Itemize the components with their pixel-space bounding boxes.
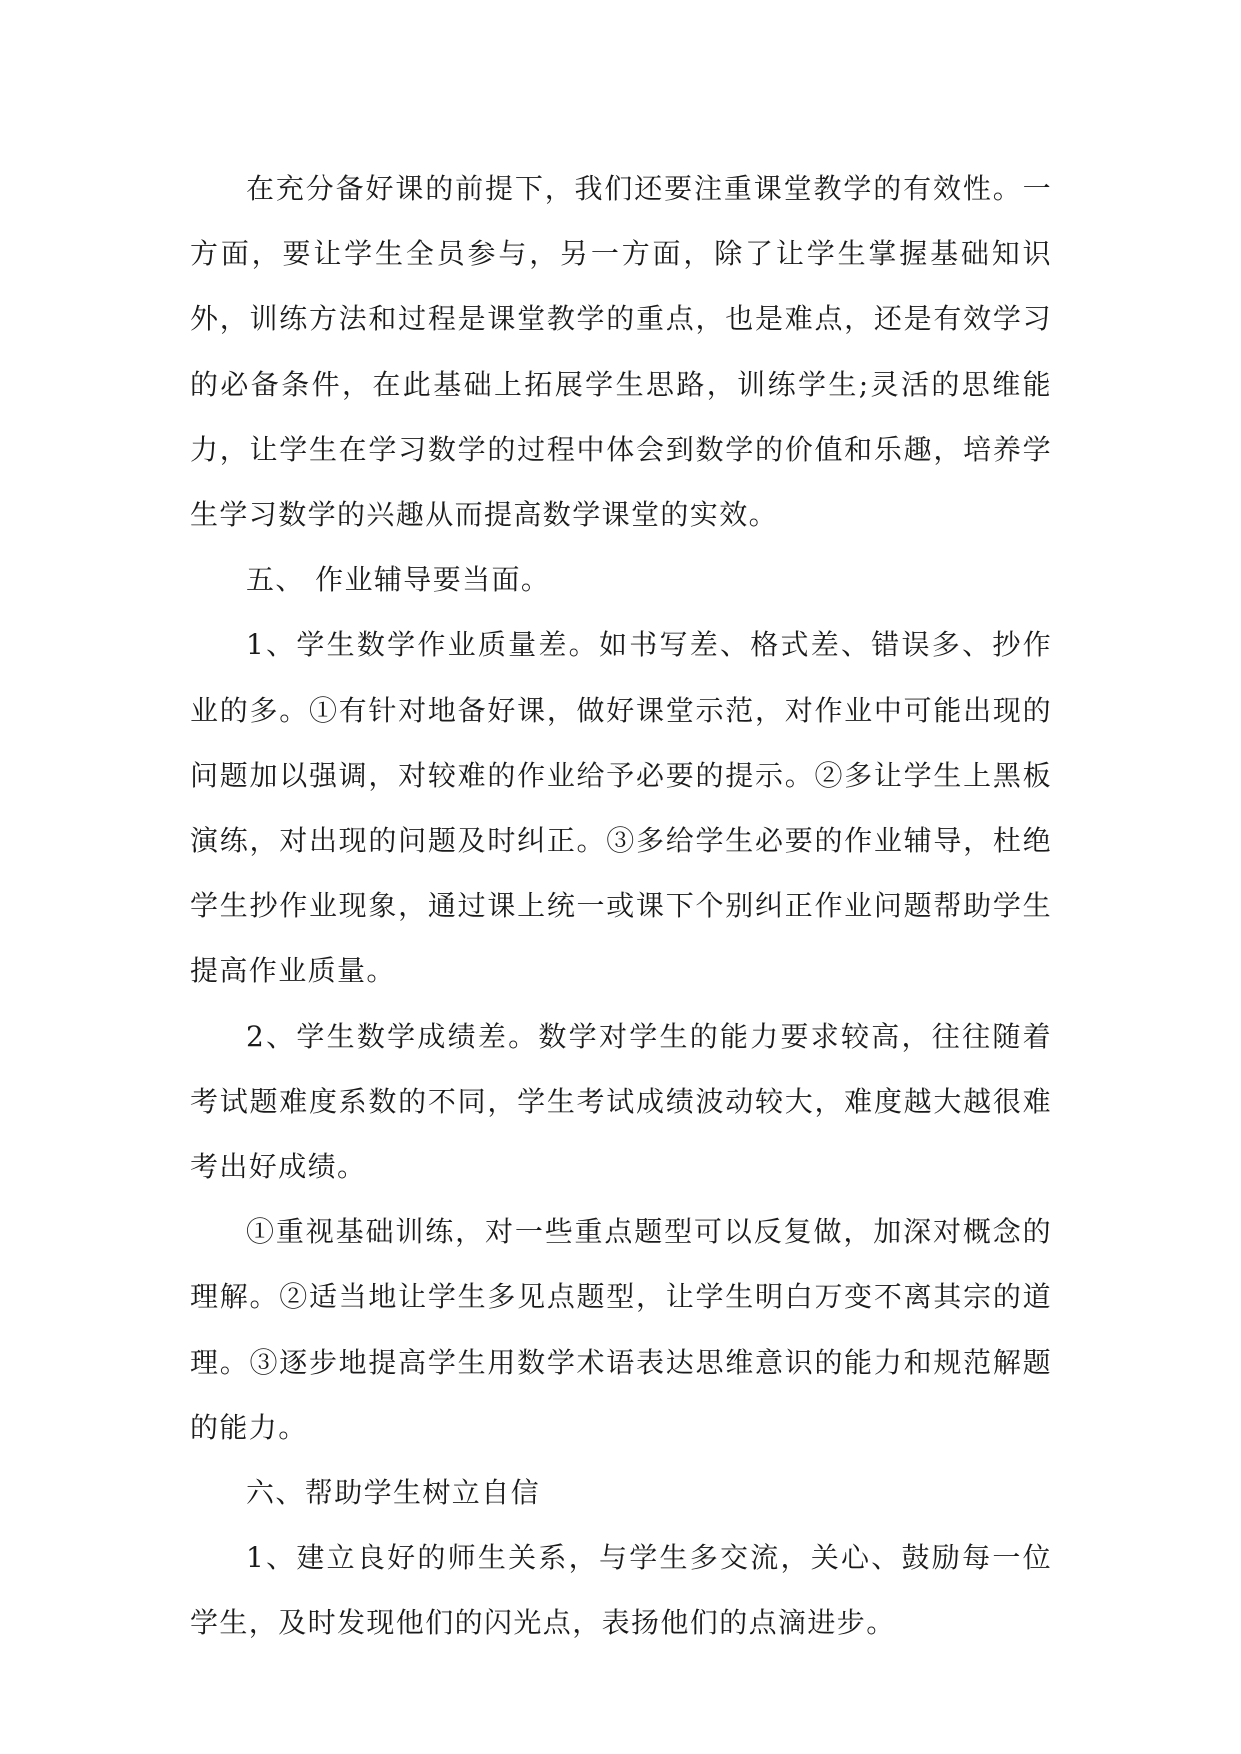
paragraph-teacher-student-relationship: 1、建立良好的师生关系，与学生多交流，关心、鼓励每一位学生，及时发现他们的闪光点，表扬他们的点滴进步。 [190,1541,1052,1640]
paragraph-basic-training: ①重视基础训练，对一些重点题型可以反复做，加深对概念的理解。②适当地让学生多见点题型，让学生明白万变不离其宗的道理。③逐步地提高学生用数学术语表达思维意识的能力和规范解题的能力。 [190,1215,1052,1444]
section-heading-build-confidence: 六、帮助学生树立自信 [246,1476,541,1510]
paragraph-homework-quality: 1、学生数学作业质量差。如书写差、格式差、错误多、抄作业的多。①有针对地备好课，做好课堂示范，对作业中可能出现的问题加以强调，对较难的作业给予必要的提示。②多让学生上黑板演练，对出现的问题及时纠正。③多给学生必要的作业辅导，杜绝学生抄作业现象，通过课上统一或课下个别纠正作业问题帮助学生提高作业质量。 [190,628,1052,988]
paragraph-classroom-effectiveness: 在充分备好课的前提下，我们还要注重课堂教学的有效性。一方面，要让学生全员参与，另一方面，除了让学生掌握基础知识外，训练方法和过程是课堂教学的重点，也是难点，还是有效学习的必备条件，在此基础上拓展学生思路，训练学生;灵活的思维能力，让学生在学习数学的过程中体会到数学的价值和乐趣，培养学生学习数学的兴趣从而提高数学课堂的实效。 [190,172,1052,532]
paragraph-math-scores: 2、学生数学成绩差。数学对学生的能力要求较高，往往随着考试题难度系数的不同，学生考试成绩波动较大，难度越大越很难考出好成绩。 [190,1019,1052,1184]
section-heading-homework-guidance: 五、 作业辅导要当面。 [246,563,551,597]
document-body [190,156,1052,1656]
